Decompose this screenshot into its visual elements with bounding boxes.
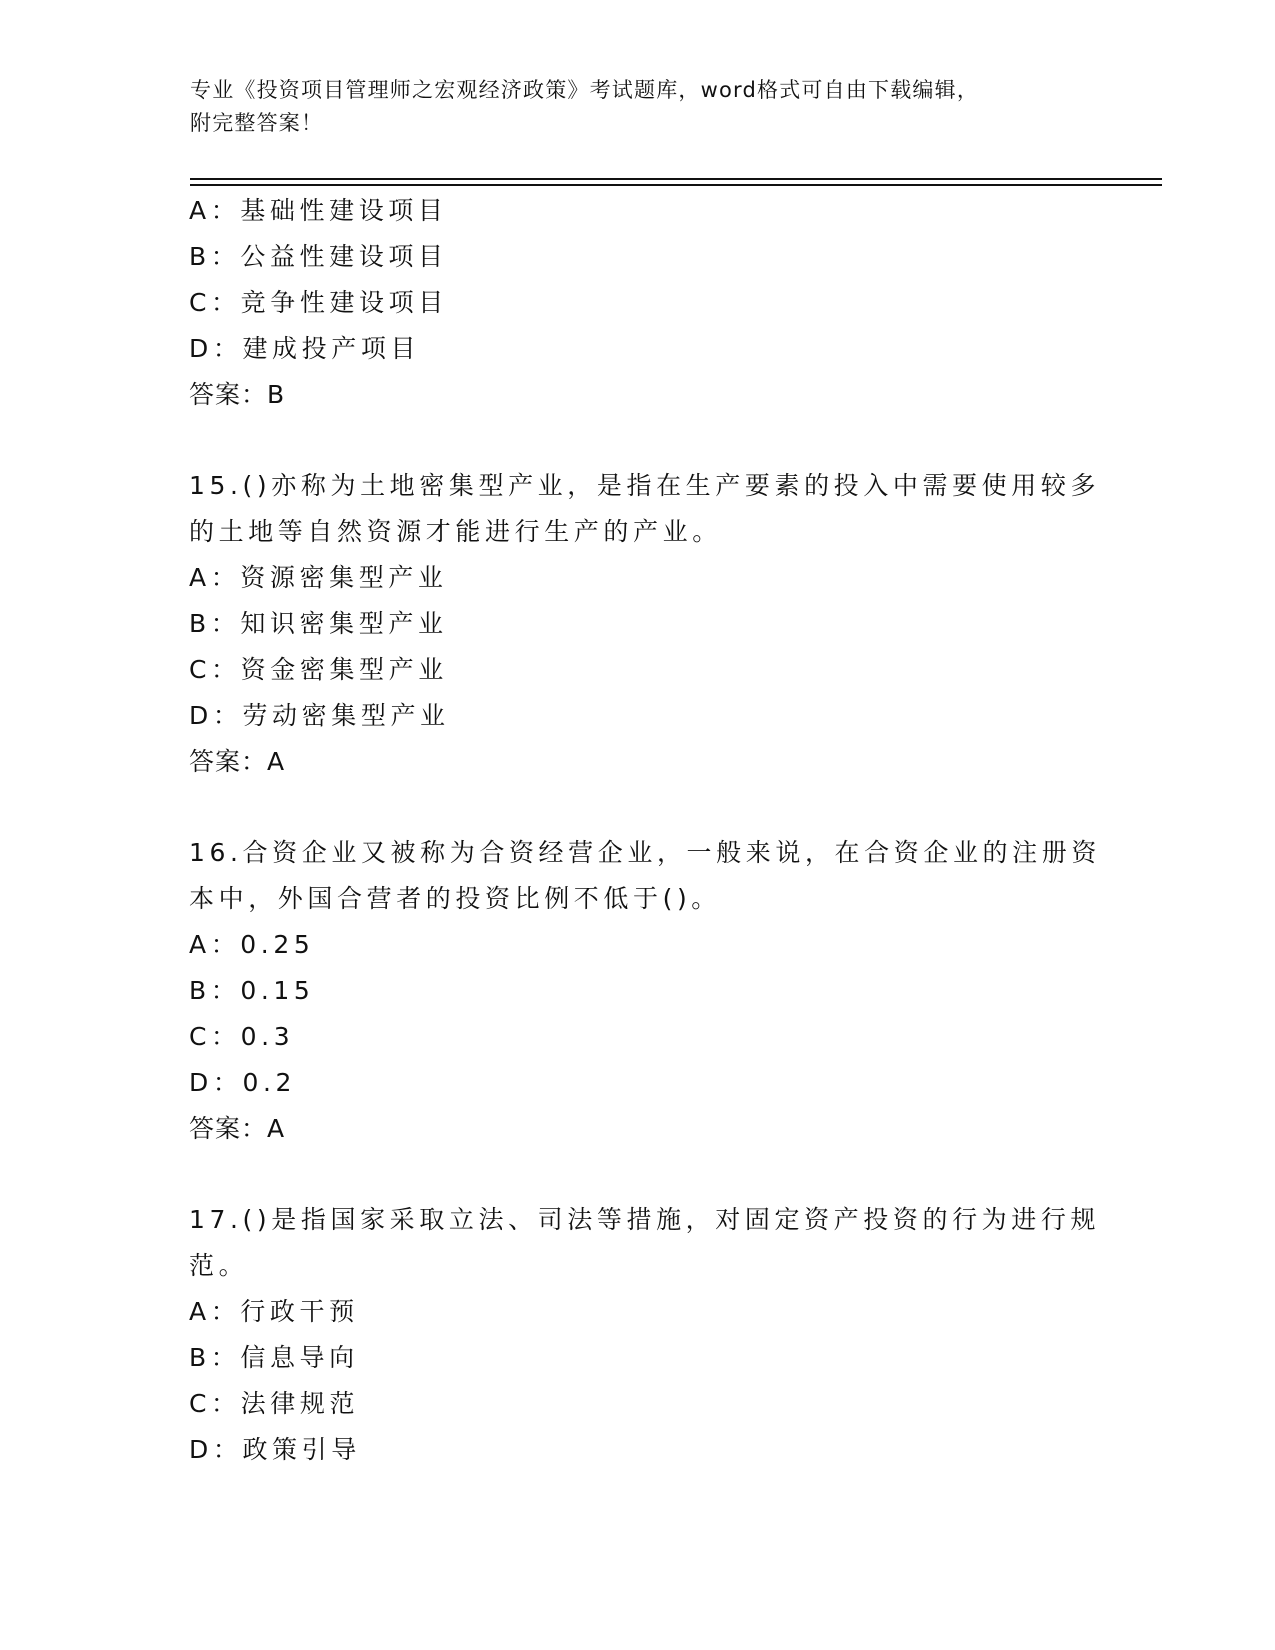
question-stem-line-1: 15.()亦称为土地密集型产业，是指在生产要素的投入中需要使用较多: [189, 471, 1101, 500]
header-divider-top: [190, 178, 1162, 180]
header-line-1: 专业《投资项目管理师之宏观经济政策》考试题库，word格式可自由下载编辑，: [190, 78, 980, 102]
option-a: A：0.25: [189, 930, 315, 959]
option-d: D：建成投产项目: [189, 334, 421, 363]
answer: 答案：B: [189, 380, 286, 409]
option-a: A：资源密集型产业: [189, 563, 448, 592]
option-b: B：公益性建设项目: [189, 242, 448, 271]
option-c: C：资金密集型产业: [189, 655, 448, 684]
question-16: [189, 830, 1101, 1152]
option-b: B：知识密集型产业: [189, 609, 448, 638]
question-list: [189, 188, 1101, 1473]
question-stem-line-2: 范。: [189, 1251, 249, 1280]
option-a: A：基础性建设项目: [189, 196, 448, 225]
option-c: C：法律规范: [189, 1389, 360, 1418]
option-c: C：0.3: [189, 1022, 295, 1051]
question-stem-line-1: 16.合资企业又被称为合资经营企业，一般来说，在合资企业的注册资: [189, 838, 1101, 867]
option-c: C：竞争性建设项目: [189, 288, 448, 317]
question-stem-line-2: 本中，外国合营者的投资比例不低于()。: [189, 884, 721, 913]
question-15: [189, 463, 1101, 785]
answer: 答案：A: [189, 1114, 286, 1143]
question-14: [189, 188, 1089, 418]
option-b: B：0.15: [189, 976, 315, 1005]
option-a: A：行政干预: [189, 1297, 359, 1326]
header-line-2: 附完整答案！: [190, 111, 324, 135]
answer: 答案：A: [189, 747, 286, 776]
document-header: [190, 74, 1090, 140]
option-d: D：政策引导: [189, 1435, 361, 1464]
option-d: D：劳动密集型产业: [189, 701, 450, 730]
header-divider-bottom: [190, 184, 1162, 186]
question-17: [189, 1197, 1101, 1473]
option-d: D：0.2: [189, 1068, 297, 1097]
question-stem-line-2: 的土地等自然资源才能进行生产的产业。: [189, 517, 722, 546]
question-stem-line-1: 17.()是指国家采取立法、司法等措施，对固定资产投资的行为进行规: [189, 1205, 1101, 1234]
option-b: B：信息导向: [189, 1343, 359, 1372]
